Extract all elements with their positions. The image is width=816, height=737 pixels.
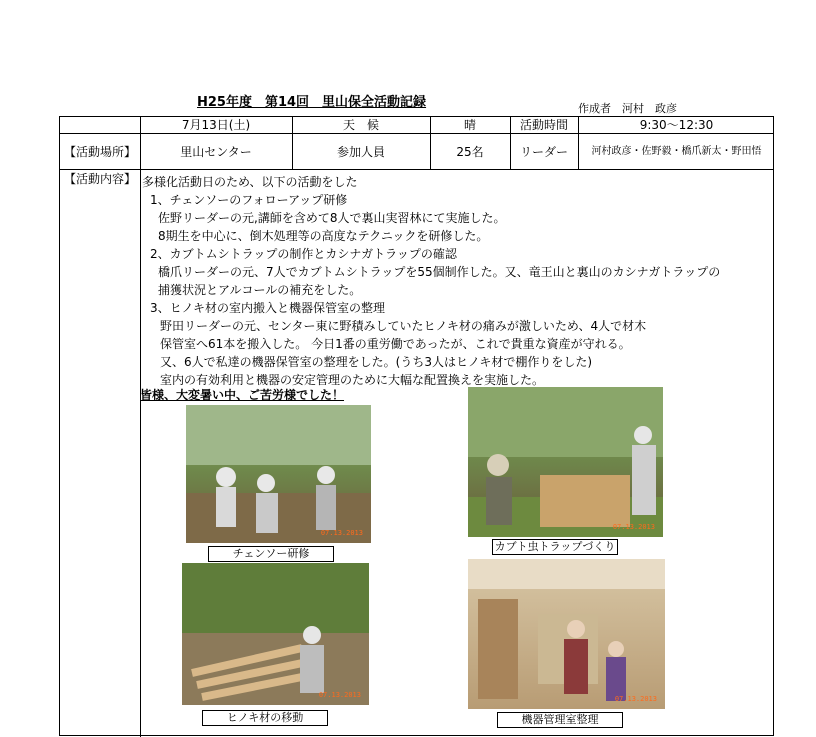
time-label: 活動時間: [519, 118, 568, 132]
equipment-room-scene: [468, 559, 665, 709]
content-line: 8期生を中心に、倒木処理等の高度なテクニックを研修した。: [158, 229, 489, 243]
cypress-moving-photo: [182, 563, 369, 705]
leader-names: 河村政彦・佐野毅・橋爪新太・野田悟: [591, 145, 762, 157]
place-label: 【活動場所】: [63, 144, 136, 159]
report-sheet: [59, 116, 774, 736]
photo-caption: チェンソー研修: [208, 546, 334, 562]
cypress-moving-scene: [182, 563, 369, 705]
photo-caption: カブト虫トラップづくり: [492, 539, 618, 555]
content-line: 捕獲状況とアルコールの補充をした。: [158, 283, 362, 297]
weather-label: 天 候: [342, 118, 379, 132]
participants-label: 参加人員: [336, 144, 385, 159]
author: 作成者 河村 政彦: [578, 102, 677, 115]
content-line: 保管室へ61本を搬入した。 今日1番の重労働であったが、これで貴重な資産が守れる。: [160, 337, 631, 351]
beetle-trap-scene: [468, 387, 663, 537]
beetle-trap-photo: [468, 387, 663, 537]
leader-label: リーダー: [519, 144, 568, 159]
content-line: 佐野リーダーの元,講師を含めて8人で裏山実習林にて実施した。: [158, 211, 506, 225]
content-line: 1、チェンソーのフォローアップ研修: [150, 193, 348, 207]
photo-caption: 機器管理室整理: [497, 712, 623, 728]
chainsaw-training-scene: [186, 405, 371, 543]
content-line: 2、カブトムシトラップの制作とカシナガトラップの確認: [150, 247, 457, 261]
content-line: 又、6人で私達の機器保管室の整理をした。(うち3人はヒノキ材で棚作りをした): [160, 355, 593, 369]
content-line: 室内の有効利用と機器の安定管理のために大幅な配置換えを実施した。: [160, 373, 545, 387]
content-line: 野田リーダーの元、センター東に野積みしていたヒノキ材の痛みが激しいため、4人で材木: [160, 319, 647, 333]
equipment-room-photo: [468, 559, 665, 709]
content-line: 3、ヒノキ材の室内搬入と機器保管室の整理: [150, 301, 386, 315]
content-line: 多様化活動日のため、以下の活動をした: [142, 175, 358, 189]
photo-caption: ヒノキ材の移動: [202, 710, 328, 726]
participants-value: 25名: [456, 144, 484, 159]
photo-date-stamp: 07.13.2013: [614, 695, 657, 703]
row-divider: [60, 169, 773, 170]
date-cell: 7月13日(土): [181, 118, 251, 132]
time-value: 9:30〜12:30: [639, 118, 714, 132]
photo-date-stamp: 07.13.2013: [612, 523, 655, 531]
content-label: 【活動内容】: [63, 172, 136, 186]
place-value: 里山センター: [180, 144, 252, 159]
photo-date-stamp: 07.13.2013: [318, 691, 361, 699]
chainsaw-training-photo: [186, 405, 371, 543]
column-divider: [140, 117, 141, 737]
content-line: 橋爪リーダーの元、7人でカブトムシトラップを55個制作した。又、竜王山と裏山のカシナガトラップの: [158, 265, 721, 279]
photo-date-stamp: 07.13.2013: [320, 529, 363, 537]
report-title: H25年度 第14回 里山保全活動記録: [197, 95, 427, 110]
weather-value: 晴: [463, 118, 476, 132]
closing-message: 皆様、大変暑い中、ご苦労様でした！: [140, 388, 345, 402]
